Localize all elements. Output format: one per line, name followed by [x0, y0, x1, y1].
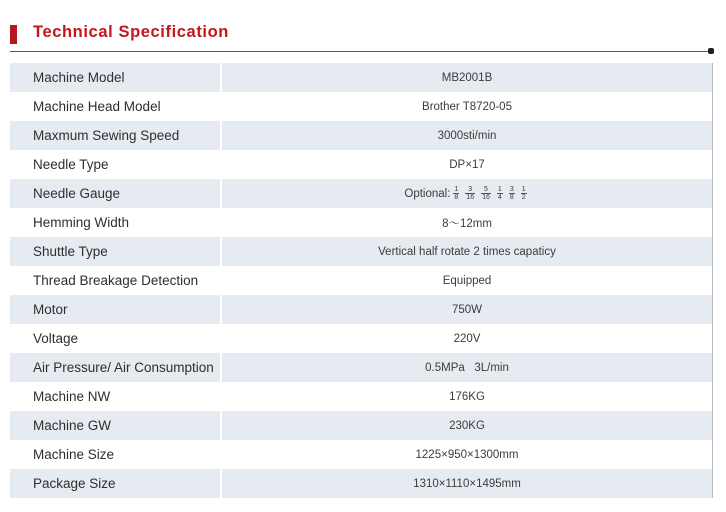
table-row — [10, 411, 712, 440]
gauge-fraction: $\frac{1}{4}$ — [497, 185, 502, 201]
gauge-fraction: $\frac{3}{8}$ — [509, 185, 514, 201]
table-row — [10, 121, 712, 150]
table-row — [10, 92, 712, 121]
table-row — [10, 324, 712, 353]
spec-label: Maxmum Sewing Speed — [10, 121, 222, 150]
table-row — [10, 440, 712, 469]
optional-text: Optional: — [404, 187, 451, 200]
spec-value: DP×17 — [449, 158, 485, 171]
spec-value: 750W — [451, 303, 483, 316]
spec-label: Machine Model — [10, 63, 222, 92]
spec-label: Hemming Width — [10, 208, 222, 237]
gauge-fraction: $\frac{5}{16}$ — [482, 185, 490, 201]
spec-label: Shuttle Type — [10, 237, 222, 266]
spec-value: 0.5MPa 3L/min — [425, 361, 509, 374]
divider-end-dot — [708, 48, 714, 54]
spec-value: 3000sti/min — [437, 129, 497, 142]
spec-value: 176KG — [449, 390, 485, 403]
spec-value: 1225×950×1300mm — [415, 448, 519, 461]
page-title: Technical Specification — [33, 23, 229, 41]
spec-label: Thread Breakage Detection — [10, 266, 222, 295]
title-accent-bar — [10, 25, 17, 44]
spec-label: Machine Size — [10, 440, 222, 469]
table-row — [10, 295, 712, 324]
spec-value: Equipped — [442, 274, 492, 287]
spec-value: Vertical half rotate 2 times capaticy — [378, 245, 556, 258]
spec-value: MB2001B — [441, 71, 493, 84]
spec-value — [222, 179, 712, 208]
spec-value: Brother T8720-05 — [422, 100, 512, 113]
table-row — [10, 208, 712, 237]
table-row — [10, 353, 712, 382]
header-divider-line — [10, 51, 712, 52]
spec-value: 220V — [453, 332, 481, 345]
spec-value: 8～12mm — [442, 217, 492, 230]
spec-label: Air Pressure/ Air Consumption — [10, 353, 222, 382]
table-row — [10, 382, 712, 411]
spec-label: Needle Type — [10, 150, 222, 179]
spec-label: Machine NW — [10, 382, 222, 411]
gauge-fraction: $\frac{3}{16}$ — [466, 185, 475, 201]
table-row — [10, 179, 712, 208]
table-row — [10, 150, 712, 179]
spec-label: Machine Head Model — [10, 92, 222, 121]
gauge-fraction: $\frac{1}{2}$ — [521, 185, 526, 201]
spec-label: Needle Gauge — [10, 179, 222, 208]
spec-table — [10, 63, 713, 498]
table-row — [10, 266, 712, 295]
gauge-fraction: $\frac{1}{8}$ — [454, 185, 459, 201]
table-row — [10, 469, 712, 498]
spec-value: 1310×1110×1495mm — [413, 477, 521, 490]
table-row — [10, 63, 712, 92]
table-row — [10, 237, 712, 266]
spec-label: Voltage — [10, 324, 222, 353]
spec-label: Machine GW — [10, 411, 222, 440]
spec-label: Package Size — [10, 469, 222, 498]
spec-label: Motor — [10, 295, 222, 324]
spec-value: 230KG — [449, 419, 485, 432]
